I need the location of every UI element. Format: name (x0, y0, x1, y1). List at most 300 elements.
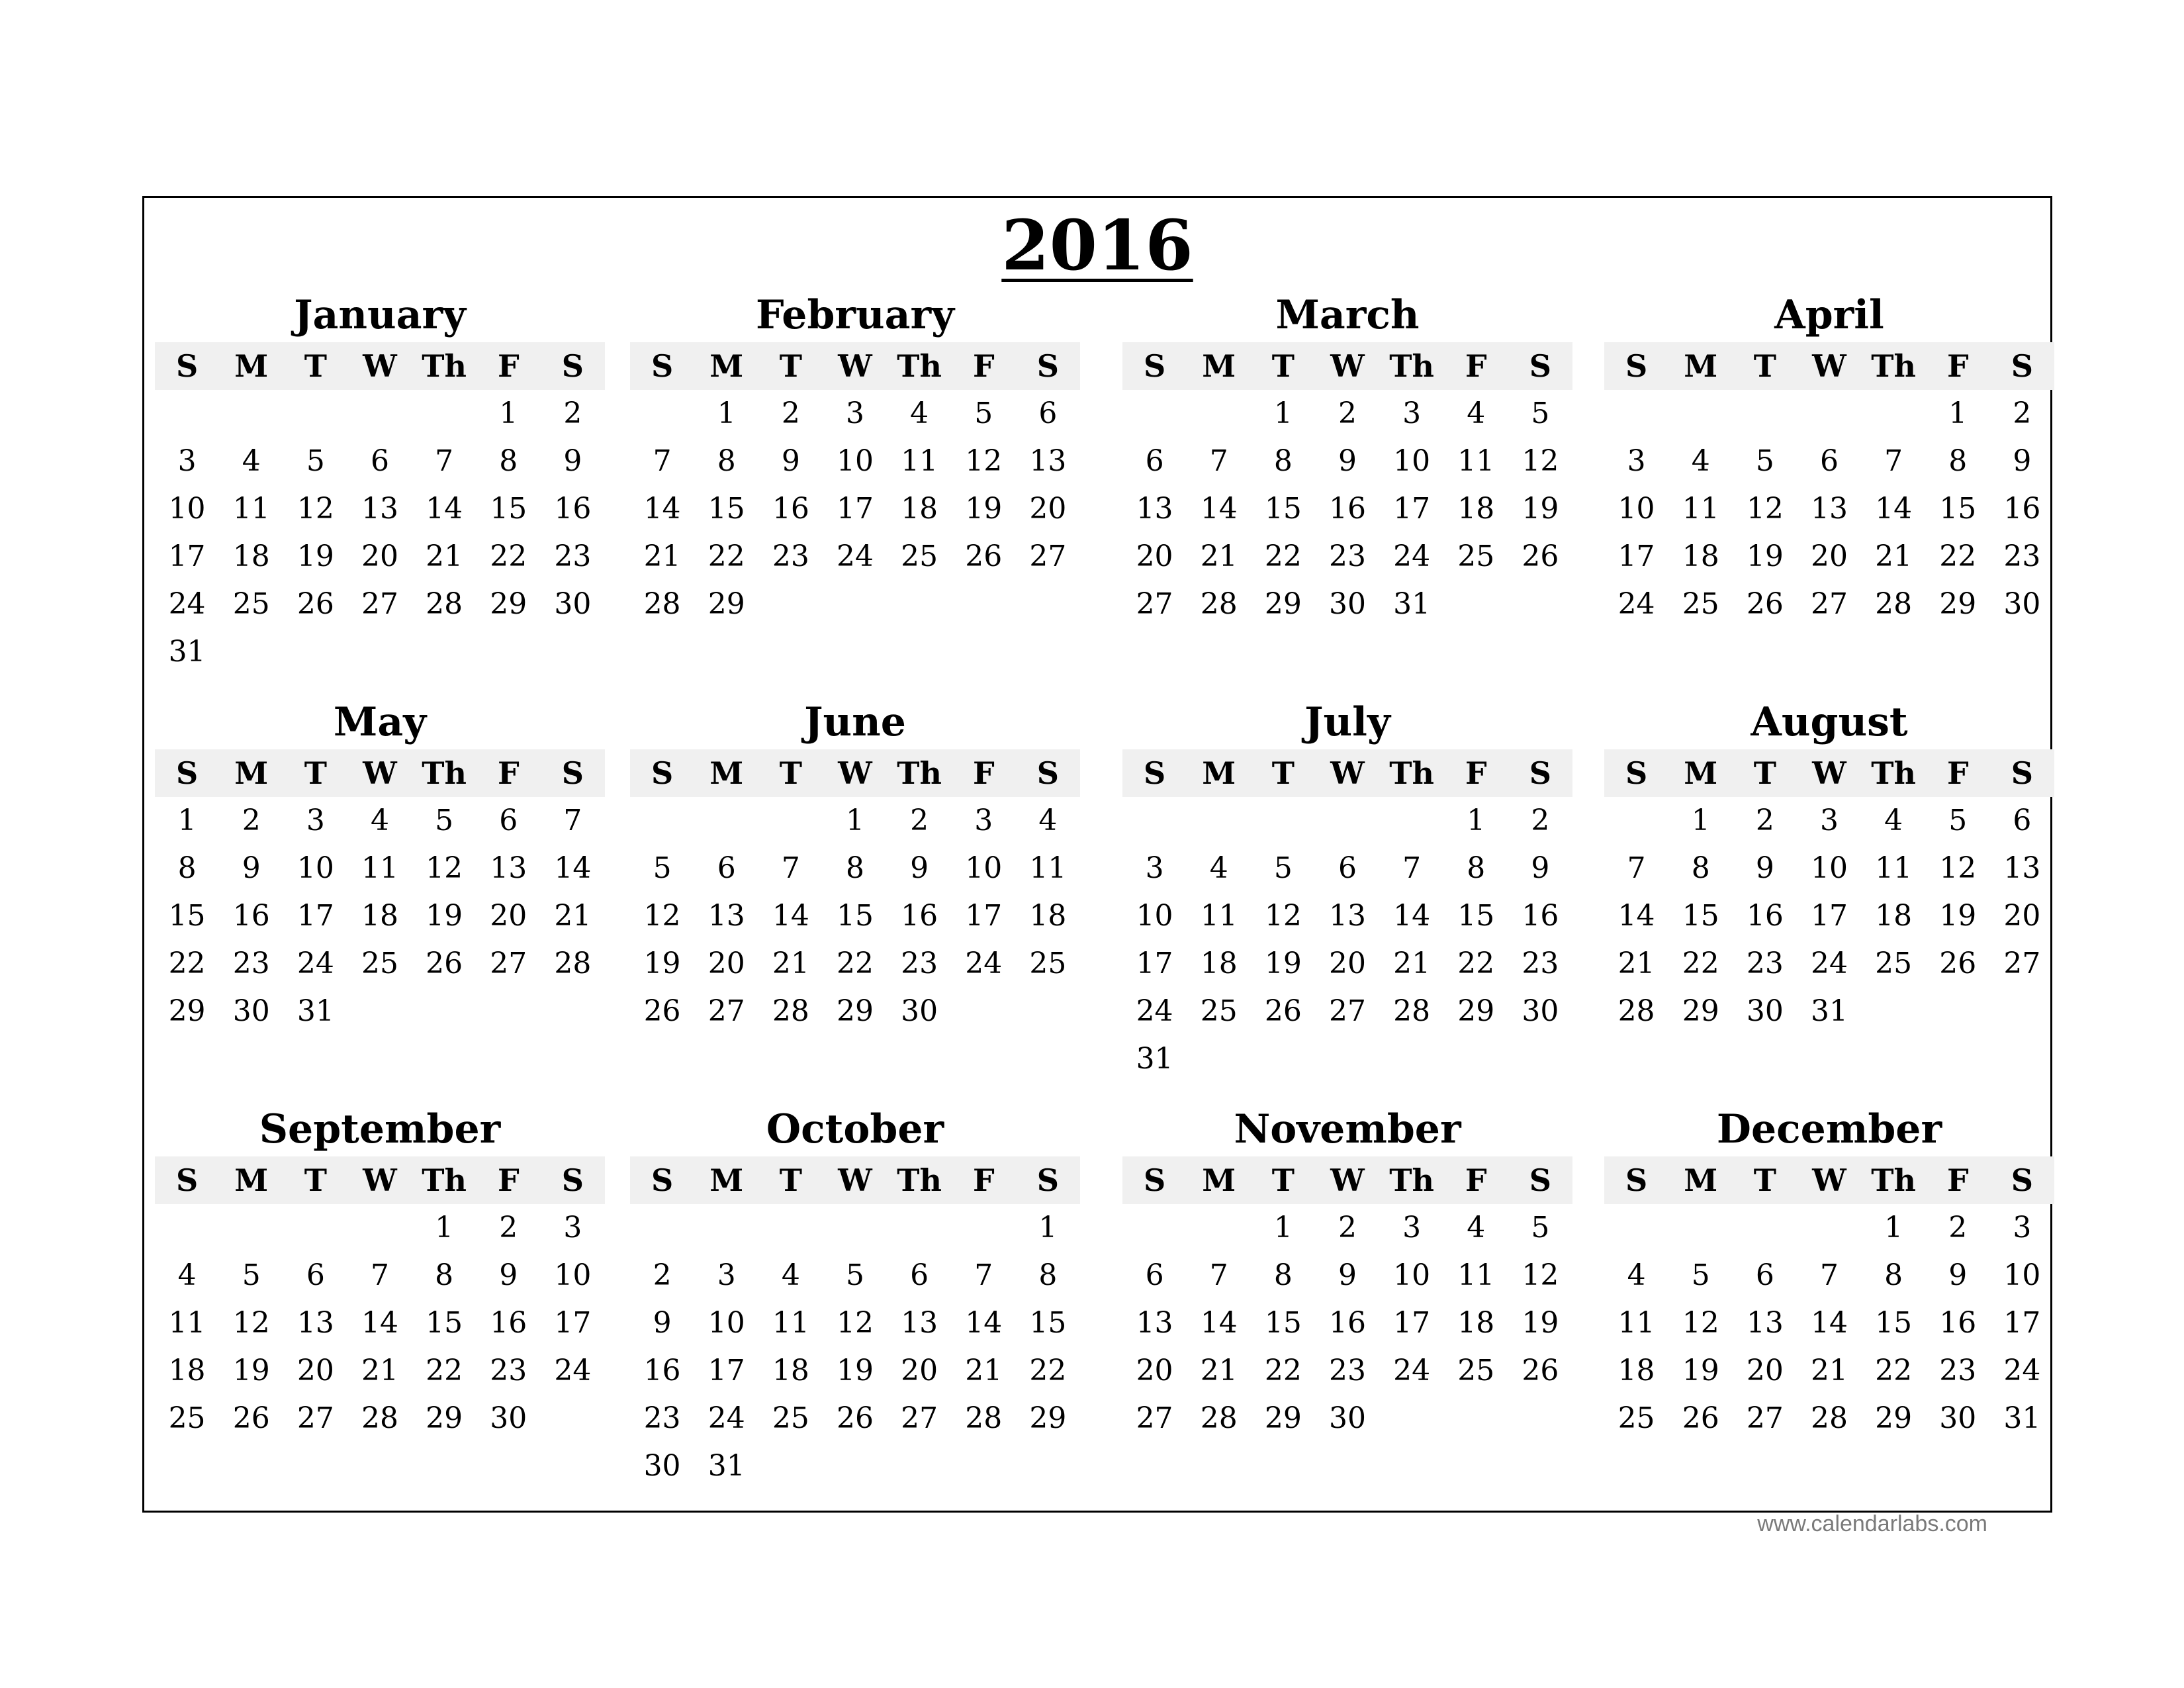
weekday-label: W (1812, 1162, 1846, 1198)
weekday-label: S (1143, 1162, 1166, 1198)
weekday-label: Th (897, 755, 942, 791)
weekday-header (630, 342, 1080, 390)
day-cell: 17 (1393, 1306, 1431, 1340)
day-empty (1797, 390, 1861, 438)
day-cell: 5 (845, 1258, 864, 1292)
day-cell: 4 (1038, 804, 1058, 837)
day-cell: 6 (910, 1258, 929, 1292)
weekday-label: S (561, 755, 584, 791)
day-cell: 8 (499, 444, 518, 478)
year-title: 2016 (1001, 205, 1193, 286)
day-cell: 2 (1531, 804, 1550, 837)
day-cell: 28 (1200, 1401, 1238, 1435)
day-cell: 7 (974, 1258, 993, 1292)
day-cell: 2 (910, 804, 929, 837)
weekday-header (630, 1156, 1080, 1204)
day-cell: 24 (1136, 994, 1173, 1028)
day-cell: 14 (1393, 899, 1431, 933)
day-cell: 29 (1939, 587, 1977, 621)
day-cell: 15 (707, 492, 745, 526)
weekday-label: Th (1871, 348, 1916, 384)
day-cell: 21 (1875, 539, 1913, 573)
day-cell: 29 (1264, 587, 1302, 621)
day-cell: 7 (1819, 1258, 1839, 1292)
weekday-label: T (1753, 348, 1776, 384)
day-cell: 29 (426, 1401, 463, 1435)
day-empty (823, 1204, 887, 1252)
day-cell: 8 (1884, 1258, 1903, 1292)
day-cell: 11 (1875, 851, 1913, 885)
day-cell: 26 (965, 539, 1003, 573)
day-cell: 14 (426, 492, 463, 526)
day-cell: 8 (1467, 851, 1486, 885)
day-cell: 28 (1393, 994, 1431, 1028)
day-cell: 5 (974, 397, 993, 430)
day-cell: 24 (1810, 947, 1848, 980)
day-cell: 19 (1682, 1354, 1719, 1387)
day-cell: 3 (1819, 804, 1839, 837)
day-cell: 29 (1682, 994, 1719, 1028)
day-cell: 16 (554, 492, 592, 526)
day-cell: 23 (1939, 1354, 1977, 1387)
day-empty (1122, 797, 1187, 845)
day-cell: 21 (1200, 539, 1238, 573)
day-cell: 3 (717, 1258, 736, 1292)
day-cell: 2 (781, 397, 800, 430)
day-cell: 6 (1145, 1258, 1164, 1292)
day-cell: 24 (836, 539, 874, 573)
day-cell: 5 (1691, 1258, 1710, 1292)
weekday-label: F (497, 348, 520, 384)
day-cell: 13 (1328, 899, 1366, 933)
day-cell: 17 (296, 899, 334, 933)
day-cell: 18 (1682, 539, 1719, 573)
day-empty (1187, 390, 1251, 438)
day-empty (694, 1204, 758, 1252)
day-cell: 7 (1209, 444, 1228, 478)
month-august (1604, 695, 2054, 1035)
day-cell: 29 (1264, 1401, 1302, 1435)
day-cell: 13 (490, 851, 527, 885)
day-cell: 21 (1393, 947, 1431, 980)
source-url: www.calendarlabs.com (1757, 1511, 1987, 1536)
day-cell: 5 (242, 1258, 261, 1292)
weekday-label: M (1684, 348, 1718, 384)
day-cell: 6 (1038, 397, 1058, 430)
day-cell: 3 (563, 1211, 582, 1244)
month-january (155, 288, 605, 676)
day-cell: 26 (1939, 947, 1977, 980)
day-cell: 18 (1200, 947, 1238, 980)
day-cell: 25 (901, 539, 938, 573)
day-empty (155, 390, 219, 438)
day-cell: 7 (1884, 444, 1903, 478)
day-cell: 18 (168, 1354, 206, 1387)
day-cell: 28 (426, 587, 463, 621)
day-cell: 16 (1328, 1306, 1366, 1340)
day-cell: 24 (554, 1354, 592, 1387)
day-cell: 31 (296, 994, 334, 1028)
day-cell: 31 (2003, 1401, 2041, 1435)
day-cell: 24 (1393, 539, 1431, 573)
day-cell: 29 (836, 994, 874, 1028)
day-empty (219, 1204, 283, 1252)
weekday-label: T (1271, 1162, 1295, 1198)
day-empty (1797, 1204, 1861, 1252)
day-grid (1604, 1204, 2054, 1442)
weekday-header (155, 749, 605, 797)
day-cell: 26 (1746, 587, 1784, 621)
month-name: December (1716, 1106, 1942, 1152)
weekday-label: M (234, 755, 269, 791)
weekday-label: Th (1389, 755, 1434, 791)
day-cell: 3 (1402, 397, 1422, 430)
day-cell: 8 (845, 851, 864, 885)
weekday-label: Th (1871, 755, 1916, 791)
weekday-label: M (1202, 1162, 1236, 1198)
weekday-header (1122, 749, 1572, 797)
day-empty (1733, 1204, 1797, 1252)
day-grid (1122, 390, 1572, 628)
day-cell: 20 (1328, 947, 1366, 980)
weekday-label: W (838, 1162, 872, 1198)
day-cell: 13 (1810, 492, 1848, 526)
day-cell: 24 (168, 587, 206, 621)
weekday-label: F (497, 755, 520, 791)
day-cell: 16 (1746, 899, 1784, 933)
day-cell: 23 (1522, 947, 1559, 980)
day-cell: 18 (772, 1354, 809, 1387)
day-grid (630, 797, 1080, 1035)
day-cell: 22 (1875, 1354, 1913, 1387)
weekday-header (1122, 1156, 1572, 1204)
day-cell: 18 (1875, 899, 1913, 933)
day-cell: 6 (499, 804, 518, 837)
day-cell: 4 (1209, 851, 1228, 885)
day-cell: 7 (370, 1258, 389, 1292)
month-february (630, 288, 1080, 628)
day-cell: 6 (1145, 444, 1164, 478)
day-cell: 28 (643, 587, 681, 621)
day-cell: 9 (1948, 1258, 1968, 1292)
day-empty (155, 1204, 219, 1252)
day-cell: 15 (1875, 1306, 1913, 1340)
day-cell: 3 (2013, 1211, 2032, 1244)
day-cell: 9 (781, 444, 800, 478)
month-march (1122, 288, 1572, 628)
day-cell: 27 (296, 1401, 334, 1435)
day-cell: 16 (901, 899, 938, 933)
day-grid (630, 1204, 1080, 1490)
day-grid (1122, 1204, 1572, 1442)
day-empty (1122, 1204, 1187, 1252)
day-cell: 24 (2003, 1354, 2041, 1387)
day-cell: 25 (1682, 587, 1719, 621)
weekday-label: W (363, 1162, 397, 1198)
weekday-label: F (972, 348, 995, 384)
day-cell: 17 (1393, 492, 1431, 526)
weekday-label: Th (1389, 348, 1434, 384)
weekday-label: M (234, 1162, 269, 1198)
day-cell: 26 (1522, 539, 1559, 573)
day-empty (283, 1204, 347, 1252)
day-cell: 13 (2003, 851, 2041, 885)
day-cell: 19 (1522, 1306, 1559, 1340)
day-grid (630, 390, 1080, 628)
day-cell: 13 (901, 1306, 938, 1340)
day-cell: 5 (1531, 397, 1550, 430)
day-cell: 17 (1617, 539, 1655, 573)
day-cell: 3 (1145, 851, 1164, 885)
day-cell: 16 (643, 1354, 681, 1387)
day-cell: 7 (1402, 851, 1422, 885)
day-cell: 8 (177, 851, 197, 885)
day-cell: 5 (653, 851, 672, 885)
day-cell: 20 (1810, 539, 1848, 573)
day-cell: 1 (1948, 397, 1968, 430)
day-cell: 10 (836, 444, 874, 478)
day-cell: 29 (490, 587, 527, 621)
day-cell: 24 (296, 947, 334, 980)
weekday-label: S (175, 348, 199, 384)
weekday-label: W (1812, 755, 1846, 791)
day-cell: 26 (836, 1401, 874, 1435)
day-cell: 31 (1393, 587, 1431, 621)
day-cell: 17 (836, 492, 874, 526)
day-cell: 10 (965, 851, 1003, 885)
day-cell: 4 (370, 804, 389, 837)
day-cell: 27 (1136, 587, 1173, 621)
month-june (630, 695, 1080, 1035)
day-cell: 23 (1328, 1354, 1366, 1387)
weekday-label: F (1946, 755, 1969, 791)
day-cell: 10 (1393, 1258, 1431, 1292)
day-empty (347, 390, 412, 438)
day-cell: 10 (707, 1306, 745, 1340)
day-grid (155, 390, 605, 676)
weekday-label: S (561, 1162, 584, 1198)
day-cell: 19 (426, 899, 463, 933)
weekday-label: T (1753, 1162, 1776, 1198)
day-cell: 11 (1200, 899, 1238, 933)
day-cell: 14 (1200, 492, 1238, 526)
day-cell: 20 (1136, 539, 1173, 573)
day-cell: 4 (1467, 1211, 1486, 1244)
day-cell: 25 (1875, 947, 1913, 980)
day-cell: 15 (1264, 492, 1302, 526)
day-cell: 20 (361, 539, 398, 573)
day-cell: 1 (1884, 1211, 1903, 1244)
day-empty (1668, 390, 1733, 438)
day-cell: 20 (1746, 1354, 1784, 1387)
day-cell: 12 (296, 492, 334, 526)
day-cell: 26 (1264, 994, 1302, 1028)
weekday-label: S (1625, 755, 1648, 791)
day-cell: 22 (1682, 947, 1719, 980)
day-empty (694, 797, 758, 845)
day-cell: 19 (296, 539, 334, 573)
day-cell: 22 (836, 947, 874, 980)
day-cell: 8 (1948, 444, 1968, 478)
weekday-label: F (497, 1162, 520, 1198)
weekday-label: S (561, 348, 584, 384)
day-cell: 4 (1884, 804, 1903, 837)
day-cell: 5 (1273, 851, 1293, 885)
day-cell: 1 (435, 1211, 454, 1244)
day-cell: 15 (490, 492, 527, 526)
day-grid (155, 1204, 605, 1442)
day-cell: 25 (772, 1401, 809, 1435)
month-april (1604, 288, 2054, 628)
day-empty (1733, 390, 1797, 438)
month-name: August (1751, 699, 1908, 745)
weekday-header (1604, 1156, 2054, 1204)
day-cell: 17 (554, 1306, 592, 1340)
day-cell: 12 (965, 444, 1003, 478)
day-cell: 1 (1038, 1211, 1058, 1244)
day-cell: 15 (1682, 899, 1719, 933)
day-cell: 21 (772, 947, 809, 980)
day-cell: 8 (1038, 1258, 1058, 1292)
weekday-label: M (234, 348, 269, 384)
day-cell: 28 (772, 994, 809, 1028)
day-empty (758, 797, 823, 845)
day-cell: 21 (361, 1354, 398, 1387)
day-cell: 11 (1029, 851, 1067, 885)
day-cell: 6 (2013, 804, 2032, 837)
weekday-label: W (838, 755, 872, 791)
day-cell: 28 (1617, 994, 1655, 1028)
day-cell: 16 (232, 899, 270, 933)
day-cell: 4 (1691, 444, 1710, 478)
day-cell: 4 (1467, 397, 1486, 430)
weekday-label: S (1625, 348, 1648, 384)
day-cell: 20 (707, 947, 745, 980)
month-name: July (1304, 699, 1390, 745)
day-cell: 27 (901, 1401, 938, 1435)
day-cell: 18 (1457, 492, 1495, 526)
day-cell: 6 (1819, 444, 1839, 478)
day-cell: 22 (1939, 539, 1977, 573)
day-cell: 7 (1627, 851, 1646, 885)
day-cell: 13 (296, 1306, 334, 1340)
day-cell: 9 (910, 851, 929, 885)
weekday-label: T (1271, 348, 1295, 384)
weekday-label: S (175, 755, 199, 791)
day-cell: 7 (1209, 1258, 1228, 1292)
weekday-label: W (1330, 348, 1365, 384)
day-empty (1187, 1204, 1251, 1252)
weekday-label: F (972, 1162, 995, 1198)
month-name: February (755, 292, 955, 338)
day-cell: 12 (1522, 444, 1559, 478)
day-cell: 6 (1338, 851, 1357, 885)
day-cell: 5 (1948, 804, 1968, 837)
weekday-label: M (1202, 755, 1236, 791)
weekday-label: F (1946, 348, 1969, 384)
day-cell: 20 (296, 1354, 334, 1387)
day-empty (1251, 797, 1315, 845)
day-cell: 19 (643, 947, 681, 980)
day-empty (887, 1204, 952, 1252)
day-cell: 16 (2003, 492, 2041, 526)
weekday-label: S (1529, 1162, 1552, 1198)
day-cell: 7 (653, 444, 672, 478)
day-grid (1604, 797, 2054, 1035)
month-name: October (766, 1106, 944, 1152)
day-empty (412, 390, 477, 438)
weekday-label: T (1753, 755, 1776, 791)
month-december (1604, 1102, 2054, 1442)
day-cell: 14 (361, 1306, 398, 1340)
weekday-label: M (709, 755, 744, 791)
day-cell: 11 (168, 1306, 206, 1340)
day-cell: 15 (1457, 899, 1495, 933)
day-cell: 9 (242, 851, 261, 885)
day-cell: 15 (168, 899, 206, 933)
weekday-label: S (1529, 348, 1552, 384)
weekday-header (630, 749, 1080, 797)
weekday-label: Th (422, 1162, 467, 1198)
day-cell: 13 (1746, 1306, 1784, 1340)
day-cell: 21 (426, 539, 463, 573)
day-cell: 28 (1200, 587, 1238, 621)
weekday-label: Th (422, 755, 467, 791)
day-cell: 18 (1617, 1354, 1655, 1387)
day-cell: 11 (1682, 492, 1719, 526)
weekday-label: S (1625, 1162, 1648, 1198)
day-cell: 22 (1264, 1354, 1302, 1387)
weekday-label: F (1946, 1162, 1969, 1198)
weekday-label: S (2011, 1162, 2034, 1198)
day-cell: 23 (901, 947, 938, 980)
day-cell: 27 (1136, 1401, 1173, 1435)
day-cell: 31 (168, 635, 206, 669)
weekday-label: Th (1389, 1162, 1434, 1198)
day-cell: 14 (1617, 899, 1655, 933)
weekday-label: T (304, 755, 327, 791)
day-cell: 30 (1328, 1401, 1366, 1435)
day-cell: 21 (1617, 947, 1655, 980)
day-cell: 22 (426, 1354, 463, 1387)
day-empty (758, 1204, 823, 1252)
day-cell: 25 (168, 1401, 206, 1435)
day-cell: 12 (1682, 1306, 1719, 1340)
day-empty (1604, 797, 1668, 845)
day-cell: 15 (1939, 492, 1977, 526)
day-cell: 27 (361, 587, 398, 621)
weekday-label: Th (897, 1162, 942, 1198)
day-cell: 5 (1531, 1211, 1550, 1244)
weekday-header (155, 1156, 605, 1204)
weekday-label: T (304, 1162, 327, 1198)
month-november (1122, 1102, 1572, 1442)
day-cell: 23 (554, 539, 592, 573)
day-cell: 2 (1338, 397, 1357, 430)
day-cell: 31 (1136, 1042, 1173, 1076)
weekday-label: Th (1871, 1162, 1916, 1198)
day-cell: 23 (490, 1354, 527, 1387)
day-cell: 16 (1939, 1306, 1977, 1340)
day-cell: 25 (1617, 1401, 1655, 1435)
day-cell: 18 (1029, 899, 1067, 933)
day-cell: 6 (306, 1258, 325, 1292)
day-cell: 12 (1746, 492, 1784, 526)
day-cell: 2 (1948, 1211, 1968, 1244)
day-cell: 2 (563, 397, 582, 430)
weekday-label: S (2011, 755, 2034, 791)
day-cell: 9 (653, 1306, 672, 1340)
